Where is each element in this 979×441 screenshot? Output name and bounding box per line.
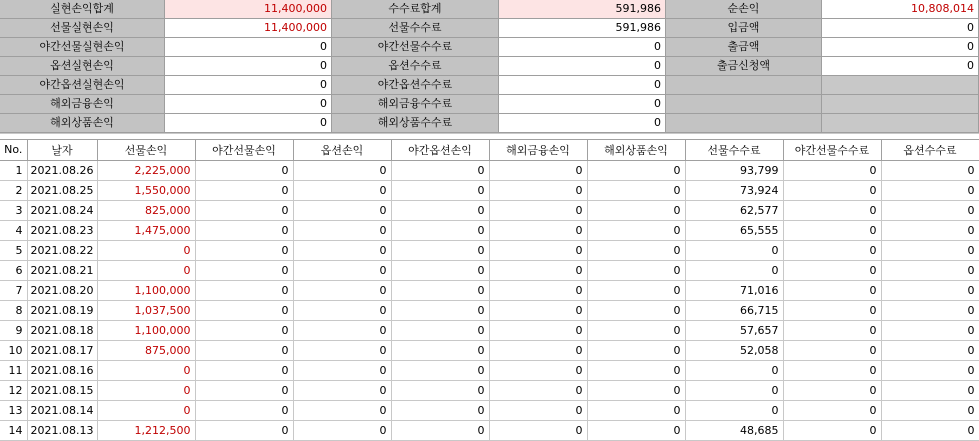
- cell-date: 2021.08.15: [27, 380, 97, 400]
- cell-overseas-finance-pnl: 0: [489, 340, 587, 360]
- night-options-realized-value: 0: [165, 76, 332, 95]
- cell-futures-fee: 57,657: [685, 320, 783, 340]
- cell-night-options-pnl: 0: [391, 360, 489, 380]
- cell-options-pnl: 0: [293, 300, 391, 320]
- night-futures-fee-label: 야간선물수수료: [332, 38, 499, 57]
- cell-options-pnl: 0: [293, 360, 391, 380]
- cell-futures-pnl: 1,100,000: [97, 280, 195, 300]
- cell-date: 2021.08.25: [27, 180, 97, 200]
- cell-overseas-finance-pnl: 0: [489, 380, 587, 400]
- cell-no: 1: [0, 160, 27, 180]
- table-row[interactable]: [0, 380, 979, 400]
- cell-futures-pnl: 0: [97, 400, 195, 420]
- daily-pnl-table[interactable]: [0, 140, 979, 441]
- cell-futures-fee: 0: [685, 380, 783, 400]
- cell-options-fee: 0: [881, 380, 979, 400]
- overseas-product-value: 0: [165, 114, 332, 133]
- cell-no: 7: [0, 280, 27, 300]
- summary-panel: [0, 0, 979, 134]
- cell-night-options-pnl: 0: [391, 320, 489, 340]
- cell-options-pnl: 0: [293, 200, 391, 220]
- cell-date: 2021.08.17: [27, 340, 97, 360]
- cell-options-pnl: 0: [293, 400, 391, 420]
- options-fee-value: 0: [499, 57, 666, 76]
- cell-no: 3: [0, 200, 27, 220]
- cell-futures-pnl: 1,475,000: [97, 220, 195, 240]
- cell-night-futures-pnl: 0: [195, 260, 293, 280]
- cell-night-options-pnl: 0: [391, 200, 489, 220]
- cell-night-futures-pnl: 0: [195, 380, 293, 400]
- futures-fee-value: 591,986: [499, 19, 666, 38]
- cell-options-fee: 0: [881, 220, 979, 240]
- fee-total-value: 591,986: [499, 0, 666, 19]
- cell-night-futures-pnl: 0: [195, 420, 293, 440]
- cell-date: 2021.08.20: [27, 280, 97, 300]
- overseas-finance-fee-label: 해외금융수수료: [332, 95, 499, 114]
- cell-night-futures-pnl: 0: [195, 200, 293, 220]
- cell-night-options-pnl: 0: [391, 340, 489, 360]
- cell-overseas-finance-pnl: 0: [489, 280, 587, 300]
- cell-overseas-product-pnl: 0: [587, 320, 685, 340]
- withdraw-request-label: 출금신청액: [666, 57, 822, 76]
- cell-night-options-pnl: 0: [391, 300, 489, 320]
- cell-night-futures-fee: 0: [783, 240, 881, 260]
- cell-futures-pnl: 0: [97, 260, 195, 280]
- cell-options-pnl: 0: [293, 380, 391, 400]
- cell-overseas-finance-pnl: 0: [489, 160, 587, 180]
- cell-options-pnl: 0: [293, 220, 391, 240]
- cell-futures-fee: 0: [685, 260, 783, 280]
- cell-night-options-pnl: 0: [391, 240, 489, 260]
- cell-night-futures-fee: 0: [783, 200, 881, 220]
- col-header-night-options-pnl[interactable]: 야간옵션손익: [391, 140, 489, 160]
- cell-overseas-finance-pnl: 0: [489, 180, 587, 200]
- futures-fee-label: 선물수수료: [332, 19, 499, 38]
- cell-night-futures-fee: 0: [783, 360, 881, 380]
- cell-night-futures-pnl: 0: [195, 180, 293, 200]
- withdraw-label: 출금액: [666, 38, 822, 57]
- cell-futures-pnl: 1,212,500: [97, 420, 195, 440]
- cell-futures-fee: 73,924: [685, 180, 783, 200]
- cell-overseas-product-pnl: 0: [587, 400, 685, 420]
- summary-blank-cell: [666, 76, 822, 95]
- cell-night-options-pnl: 0: [391, 380, 489, 400]
- cell-night-futures-fee: 0: [783, 280, 881, 300]
- cell-overseas-product-pnl: 0: [587, 180, 685, 200]
- cell-futures-pnl: 0: [97, 380, 195, 400]
- cell-night-futures-fee: 0: [783, 340, 881, 360]
- cell-night-futures-fee: 0: [783, 380, 881, 400]
- cell-futures-pnl: 1,550,000: [97, 180, 195, 200]
- overseas-product-fee-value: 0: [499, 114, 666, 133]
- cell-overseas-product-pnl: 0: [587, 200, 685, 220]
- cell-date: 2021.08.19: [27, 300, 97, 320]
- table-row[interactable]: [0, 300, 979, 320]
- cell-overseas-finance-pnl: 0: [489, 220, 587, 240]
- cell-night-futures-fee: 0: [783, 320, 881, 340]
- col-header-date[interactable]: 날자: [27, 140, 97, 160]
- cell-options-fee: 0: [881, 320, 979, 340]
- withdraw-request-value: 0: [822, 57, 979, 76]
- table-row[interactable]: [0, 200, 979, 220]
- cell-no: 6: [0, 260, 27, 280]
- cell-futures-fee: 65,555: [685, 220, 783, 240]
- col-header-options-fee[interactable]: 옵션수수료: [881, 140, 979, 160]
- cell-overseas-finance-pnl: 0: [489, 260, 587, 280]
- cell-night-options-pnl: 0: [391, 260, 489, 280]
- night-futures-realized-label: 야간선물실현손익: [0, 38, 165, 57]
- net-profit-value: 10,808,014: [822, 0, 979, 19]
- summary-blank-cell: [666, 114, 822, 133]
- cell-date: 2021.08.23: [27, 220, 97, 240]
- cell-overseas-finance-pnl: 0: [489, 420, 587, 440]
- cell-no: 14: [0, 420, 27, 440]
- overseas-product-fee-label: 해외상품수수료: [332, 114, 499, 133]
- table-header-row: [0, 140, 979, 160]
- cell-futures-fee: 0: [685, 240, 783, 260]
- cell-date: 2021.08.14: [27, 400, 97, 420]
- col-header-futures-fee[interactable]: 선물수수료: [685, 140, 783, 160]
- summary-blank-cell: [822, 76, 979, 95]
- fee-total-label: 수수료합계: [332, 0, 499, 19]
- cell-night-options-pnl: 0: [391, 400, 489, 420]
- cell-night-futures-pnl: 0: [195, 160, 293, 180]
- cell-overseas-finance-pnl: 0: [489, 200, 587, 220]
- cell-date: 2021.08.16: [27, 360, 97, 380]
- cell-overseas-product-pnl: 0: [587, 260, 685, 280]
- cell-night-futures-fee: 0: [783, 220, 881, 240]
- cell-options-fee: 0: [881, 400, 979, 420]
- cell-futures-fee: 0: [685, 400, 783, 420]
- cell-options-pnl: 0: [293, 340, 391, 360]
- cell-night-futures-pnl: 0: [195, 320, 293, 340]
- cell-options-pnl: 0: [293, 160, 391, 180]
- col-header-no[interactable]: No.: [0, 140, 27, 160]
- cell-night-futures-pnl: 0: [195, 300, 293, 320]
- futures-realized-value: 11,400,000: [165, 19, 332, 38]
- cell-options-pnl: 0: [293, 180, 391, 200]
- cell-overseas-finance-pnl: 0: [489, 360, 587, 380]
- cell-no: 4: [0, 220, 27, 240]
- cell-futures-pnl: 0: [97, 360, 195, 380]
- net-profit-label: 순손익: [666, 0, 822, 19]
- cell-date: 2021.08.26: [27, 160, 97, 180]
- cell-futures-pnl: 875,000: [97, 340, 195, 360]
- cell-futures-pnl: 1,100,000: [97, 320, 195, 340]
- cell-night-futures-fee: 0: [783, 160, 881, 180]
- col-header-futures-pnl[interactable]: 선물손익: [97, 140, 195, 160]
- night-futures-fee-value: 0: [499, 38, 666, 57]
- col-header-overseas-finance-pnl[interactable]: 해외금융손익: [489, 140, 587, 160]
- cell-options-pnl: 0: [293, 240, 391, 260]
- cell-night-futures-fee: 0: [783, 260, 881, 280]
- night-options-fee-label: 야간옵션수수료: [332, 76, 499, 95]
- cell-night-options-pnl: 0: [391, 180, 489, 200]
- cell-futures-fee: 52,058: [685, 340, 783, 360]
- col-header-options-pnl[interactable]: 옵션손익: [293, 140, 391, 160]
- cell-date: 2021.08.18: [27, 320, 97, 340]
- cell-futures-fee: 71,016: [685, 280, 783, 300]
- cell-date: 2021.08.13: [27, 420, 97, 440]
- cell-options-fee: 0: [881, 180, 979, 200]
- withdraw-value: 0: [822, 38, 979, 57]
- cell-futures-fee: 62,577: [685, 200, 783, 220]
- table-row[interactable]: [0, 220, 979, 240]
- options-fee-label: 옵션수수료: [332, 57, 499, 76]
- table-row[interactable]: [0, 180, 979, 200]
- table-row[interactable]: [0, 340, 979, 360]
- table-row[interactable]: [0, 260, 979, 280]
- cell-date: 2021.08.24: [27, 200, 97, 220]
- deposit-label: 입금액: [666, 19, 822, 38]
- cell-options-fee: 0: [881, 420, 979, 440]
- cell-night-futures-fee: 0: [783, 400, 881, 420]
- options-realized-value: 0: [165, 57, 332, 76]
- cell-date: 2021.08.22: [27, 240, 97, 260]
- cell-overseas-product-pnl: 0: [587, 220, 685, 240]
- cell-date: 2021.08.21: [27, 260, 97, 280]
- overseas-product-label: 해외상품손익: [0, 114, 165, 133]
- cell-overseas-product-pnl: 0: [587, 360, 685, 380]
- col-header-night-futures-pnl[interactable]: 야간선물손익: [195, 140, 293, 160]
- night-options-realized-label: 야간옵션실현손익: [0, 76, 165, 95]
- overseas-finance-fee-value: 0: [499, 95, 666, 114]
- cell-futures-fee: 0: [685, 360, 783, 380]
- cell-overseas-product-pnl: 0: [587, 240, 685, 260]
- col-header-overseas-product-pnl[interactable]: 해외상품손익: [587, 140, 685, 160]
- table-row[interactable]: [0, 320, 979, 340]
- summary-blank-cell: [822, 95, 979, 114]
- cell-overseas-product-pnl: 0: [587, 280, 685, 300]
- cell-options-fee: 0: [881, 360, 979, 380]
- cell-futures-pnl: 2,225,000: [97, 160, 195, 180]
- cell-overseas-finance-pnl: 0: [489, 240, 587, 260]
- cell-options-pnl: 0: [293, 320, 391, 340]
- cell-night-futures-pnl: 0: [195, 220, 293, 240]
- realized-total-label: 실현손익합계: [0, 0, 165, 19]
- table-row[interactable]: [0, 400, 979, 420]
- cell-night-options-pnl: 0: [391, 220, 489, 240]
- table-row[interactable]: [0, 360, 979, 380]
- cell-futures-pnl: 1,037,500: [97, 300, 195, 320]
- cell-overseas-product-pnl: 0: [587, 420, 685, 440]
- cell-no: 11: [0, 360, 27, 380]
- cell-options-fee: 0: [881, 200, 979, 220]
- table-row[interactable]: [0, 420, 979, 440]
- cell-options-fee: 0: [881, 300, 979, 320]
- cell-no: 9: [0, 320, 27, 340]
- overseas-finance-value: 0: [165, 95, 332, 114]
- cell-futures-pnl: 0: [97, 240, 195, 260]
- cell-overseas-finance-pnl: 0: [489, 400, 587, 420]
- cell-options-pnl: 0: [293, 280, 391, 300]
- cell-no: 2: [0, 180, 27, 200]
- cell-night-options-pnl: 0: [391, 160, 489, 180]
- night-futures-realized-value: 0: [165, 38, 332, 57]
- table-row[interactable]: [0, 240, 979, 260]
- cell-night-options-pnl: 0: [391, 420, 489, 440]
- cell-futures-fee: 48,685: [685, 420, 783, 440]
- cell-options-pnl: 0: [293, 260, 391, 280]
- summary-blank-cell: [822, 114, 979, 133]
- cell-futures-fee: 66,715: [685, 300, 783, 320]
- cell-night-futures-fee: 0: [783, 300, 881, 320]
- options-realized-label: 옵션실현손익: [0, 57, 165, 76]
- cell-night-futures-pnl: 0: [195, 400, 293, 420]
- cell-overseas-product-pnl: 0: [587, 340, 685, 360]
- cell-options-fee: 0: [881, 260, 979, 280]
- overseas-finance-label: 해외금융손익: [0, 95, 165, 114]
- cell-no: 12: [0, 380, 27, 400]
- cell-overseas-product-pnl: 0: [587, 380, 685, 400]
- cell-overseas-finance-pnl: 0: [489, 320, 587, 340]
- cell-overseas-product-pnl: 0: [587, 300, 685, 320]
- cell-no: 8: [0, 300, 27, 320]
- cell-options-fee: 0: [881, 160, 979, 180]
- table-row[interactable]: [0, 160, 979, 180]
- cell-no: 5: [0, 240, 27, 260]
- cell-options-pnl: 0: [293, 420, 391, 440]
- deposit-value: 0: [822, 19, 979, 38]
- cell-futures-pnl: 825,000: [97, 200, 195, 220]
- futures-realized-label: 선물실현손익: [0, 19, 165, 38]
- cell-overseas-finance-pnl: 0: [489, 300, 587, 320]
- cell-overseas-product-pnl: 0: [587, 160, 685, 180]
- cell-night-futures-pnl: 0: [195, 240, 293, 260]
- cell-options-fee: 0: [881, 240, 979, 260]
- summary-blank-cell: [666, 95, 822, 114]
- cell-options-fee: 0: [881, 280, 979, 300]
- cell-night-futures-fee: 0: [783, 180, 881, 200]
- cell-futures-fee: 93,799: [685, 160, 783, 180]
- cell-options-fee: 0: [881, 340, 979, 360]
- cell-night-futures-fee: 0: [783, 420, 881, 440]
- cell-no: 13: [0, 400, 27, 420]
- cell-night-futures-pnl: 0: [195, 280, 293, 300]
- table-row[interactable]: [0, 280, 979, 300]
- cell-night-futures-pnl: 0: [195, 340, 293, 360]
- cell-night-futures-pnl: 0: [195, 360, 293, 380]
- cell-no: 10: [0, 340, 27, 360]
- night-options-fee-value: 0: [499, 76, 666, 95]
- cell-night-options-pnl: 0: [391, 280, 489, 300]
- col-header-night-futures-fee[interactable]: 야간선물수수료: [783, 140, 881, 160]
- realized-total-value: 11,400,000: [165, 0, 332, 19]
